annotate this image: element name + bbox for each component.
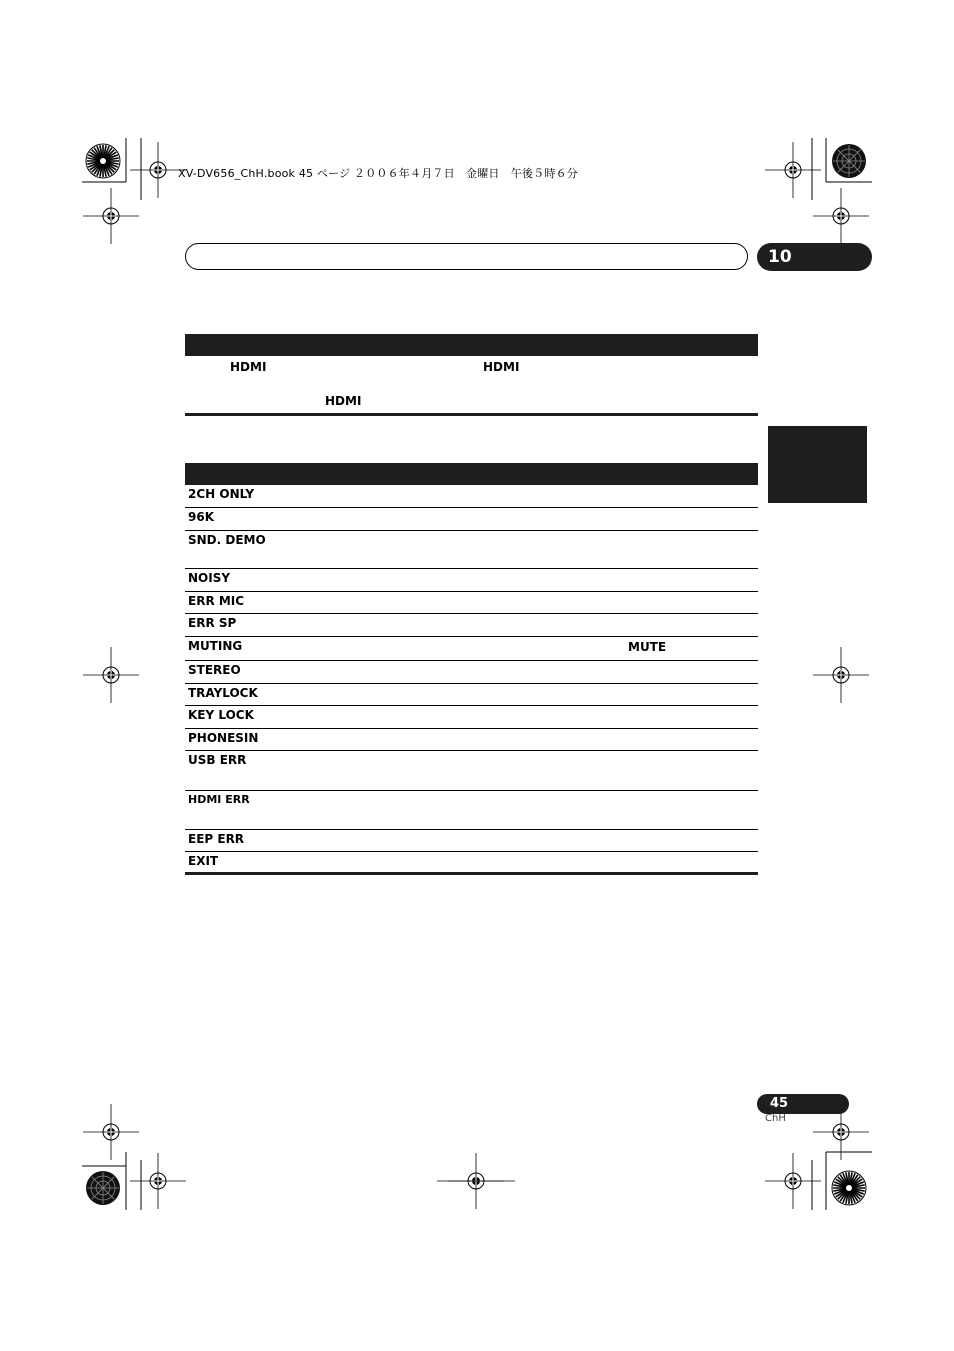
row-label: KEY LOCK <box>188 708 254 722</box>
row-label: ERR SP <box>188 616 237 630</box>
table-row <box>185 830 758 852</box>
language-code: ChH <box>765 1113 786 1124</box>
chapter-number: 10 <box>757 243 872 271</box>
row-label: SND. DEMO <box>188 533 266 547</box>
table-row <box>185 751 758 791</box>
row-label: STEREO <box>188 663 241 677</box>
row-label: PHONESIN <box>188 731 259 745</box>
table-row <box>185 852 758 872</box>
table1-hdmi-1: HDMI <box>230 360 267 374</box>
row-label: EEP ERR <box>188 832 245 846</box>
row-label: USB ERR <box>188 753 247 767</box>
table2-bottom-rule <box>185 872 758 875</box>
page-number: 45 <box>757 1094 849 1114</box>
table1-header <box>185 334 758 356</box>
table-row <box>185 684 758 706</box>
table1-hdmi-3: HDMI <box>325 394 362 408</box>
table-row <box>185 569 758 592</box>
row-label: ERR MIC <box>188 594 245 608</box>
table-row <box>185 706 758 729</box>
chapter-title-bar <box>185 243 748 270</box>
row-extra: MUTE <box>628 640 667 654</box>
row-label: HDMI ERR <box>188 793 250 806</box>
row-label: NOISY <box>188 571 231 585</box>
language-side-tab <box>768 426 867 503</box>
table1-bottom-rule <box>185 413 758 416</box>
table-row <box>185 791 758 830</box>
row-label: MUTING <box>188 639 243 653</box>
print-header: XV-DV656_ChH.book 45 ページ ２００６年４月７日 金曜日 午後５時６分 <box>178 167 578 180</box>
table-row <box>185 508 758 531</box>
table-row <box>185 637 758 661</box>
table1-hdmi-2: HDMI <box>483 360 520 374</box>
table2-header <box>185 463 758 485</box>
table-row <box>185 661 758 684</box>
row-label: 2CH ONLY <box>188 487 255 501</box>
table-row <box>185 592 758 614</box>
row-label: TRAYLOCK <box>188 686 258 700</box>
table-row <box>185 531 758 569</box>
row-label: EXIT <box>188 854 219 868</box>
table-row <box>185 485 758 508</box>
table-row <box>185 614 758 637</box>
table-row <box>185 729 758 751</box>
row-label: 96K <box>188 510 214 524</box>
